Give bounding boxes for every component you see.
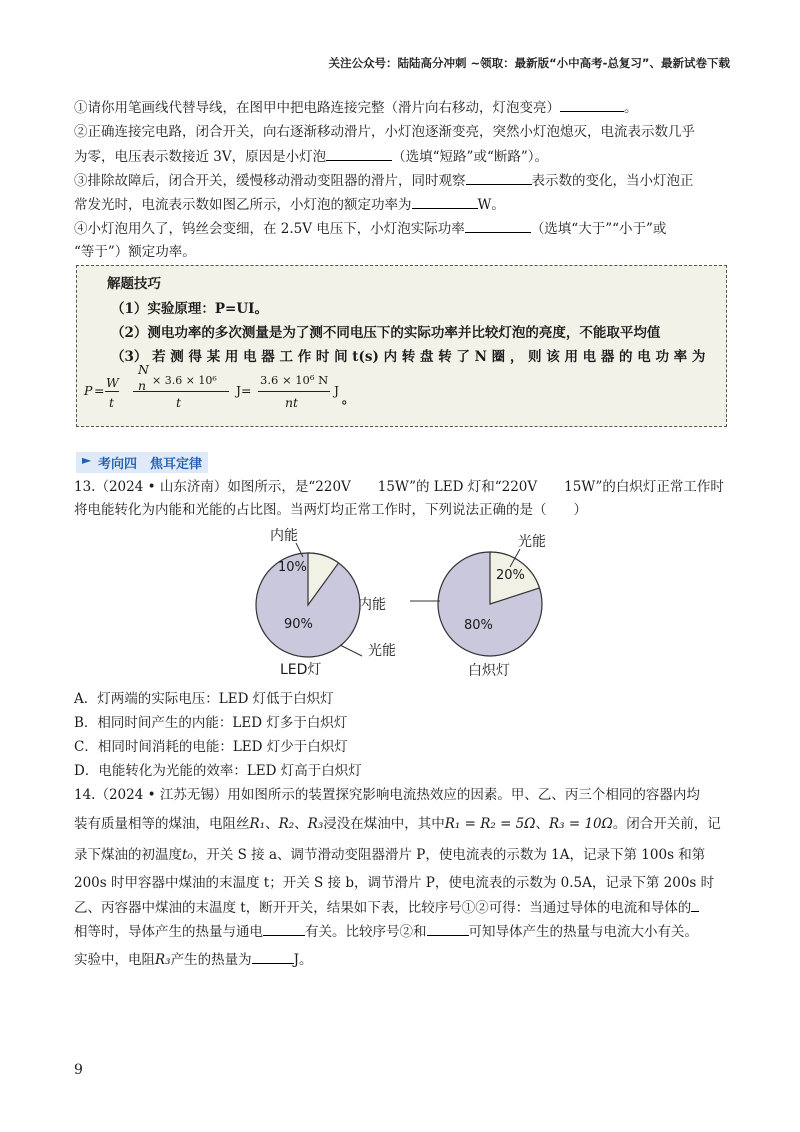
pie-charts — [0, 525, 800, 685]
fraction-bar — [258, 391, 330, 392]
answer-blank[interactable] — [412, 194, 478, 209]
leader-line — [340, 645, 362, 656]
q14-stem-3: 录下煤油的初温度t₀，开关 S 接 a、调节滑动变阻器滑片 P，使电流表的示数为 1A，记录下第 100s 和第 — [74, 847, 706, 863]
answer-blank[interactable] — [252, 949, 294, 964]
formula-j1: J= — [236, 383, 252, 398]
formula-num2: 3.6 × 10⁶ N — [260, 373, 329, 387]
answer-blank[interactable] — [326, 146, 392, 161]
q12-item-1: ①请你用笔画线代替导线，在图甲中把电路连接完整（滑片向右移动，灯泡变亮） 。 — [74, 97, 638, 118]
q14-stem-1: 14.（2024 • 江苏无锡）用如图所示的装置探究影响电流热效应的因素。甲、乙、丙三个相同的容器内均 — [74, 787, 700, 803]
q13-stem-1: 13.（2024 • 山东济南）如图所示，是“220V 15W”的 LED 灯和“220V 15W”的白炽灯正常工作时 — [74, 479, 724, 495]
pie1-title: LED灯 — [280, 662, 322, 678]
option-b[interactable]: B．相同时间产生的内能：LED 灯多于白炽灯 — [74, 715, 348, 731]
q14-stem-5: 乙、丙容器中煤油的末温度 t，断开开关，结果如下表，比较序号①②可得：当通过导体的电流和导体的 — [74, 897, 699, 918]
formula-n-cap: N — [138, 362, 149, 377]
formula-mul: × 3.6 × 10⁶ — [152, 374, 217, 387]
q14-stem-6: 相等时，导体产生的热量与通电 有关。比较序号②和 可知导体产生的热量与电流大小有关。 — [74, 921, 698, 942]
tips-title: 解题技巧 — [107, 276, 161, 292]
tips-box — [76, 265, 727, 427]
fraction-bar — [133, 391, 229, 392]
formula-nt: nt — [285, 395, 299, 410]
formula-eq: = — [94, 383, 105, 398]
formula-p: P — [84, 383, 93, 398]
formula-j2: J — [334, 383, 340, 398]
option-a[interactable]: A．灯两端的实际电压：LED 灯低于白炽灯 — [74, 691, 334, 707]
pie1-large-pct: 90% — [284, 617, 313, 632]
pie2-label-heat: 内能 — [358, 597, 386, 613]
tips-item-2: （2）测电功率的多次测量是为了测不同电压下的实际功率并比较灯泡的亮度，不能取平均值 — [111, 325, 661, 341]
answer-blank[interactable] — [465, 218, 531, 233]
pie2-large-pct: 80% — [464, 618, 493, 633]
option-c[interactable]: C．相同时间消耗的电能：LED 灯少于白炽灯 — [74, 739, 348, 755]
tips-item-3: （3） 若 测 得 某 用 电 器 工 作 时 间 t(s) 内 转 盘 转 了 N 圈 ， 则 该 用 电 器 的 电 功 率 为 — [111, 349, 706, 365]
page-header: 关注公众号：陆陆高分冲刺 ~领取：最新版“小中高考-总复习”、最新试卷下载 — [328, 56, 730, 70]
fraction-bar — [105, 391, 119, 392]
q12-item-2-cont: 为零，电压表示数接近 3V，原因是小灯泡 （选填“短路”或“断路”）。 — [74, 146, 548, 167]
answer-blank[interactable] — [560, 97, 624, 112]
pie1-label-heat: 内能 — [270, 528, 298, 544]
q14-stem-4: 200s 时甲容器中煤油的末温度 t；开关 S 接 b，调节滑片 P，使电流表的示数为 0.5A，记录下第 200s 时 — [74, 875, 715, 891]
page-number: 9 — [74, 1062, 83, 1078]
answer-blank[interactable] — [691, 897, 699, 912]
formula-end: 。 — [342, 391, 355, 406]
pie1-small-pct: 10% — [278, 560, 307, 575]
answer-blank[interactable] — [466, 170, 532, 185]
formula-n: n — [138, 378, 147, 393]
answer-blank[interactable] — [263, 921, 305, 936]
formula-t2: t — [176, 395, 182, 410]
q12-item-4-cont: “等于”）额定功率。 — [74, 244, 196, 260]
pie1-label-light: 光能 — [368, 643, 396, 659]
section-heading: ► 考向四 焦耳定律 — [76, 452, 208, 473]
q12-item-3: ③排除故障后，闭合开关，缓慢移动滑动变阻器的滑片，同时观察 表示数的变化，当小灯泡正 — [74, 170, 694, 191]
q12-item-2: ②正确连接完电路，闭合开关，向右逐渐移动滑片，小灯泡逐渐变亮，突然小灯泡熄灭，电流表示数几乎 — [74, 124, 695, 140]
pie2-small-pct: 20% — [496, 568, 525, 583]
formula-w: W — [106, 375, 119, 390]
q14-stem-7: 实验中，电阻R₃产生的热量为 J。 — [74, 949, 313, 970]
q12-item-4: ④小灯泡用久了，钨丝会变细，在 2.5V 电压下，小灯泡实际功率 （选填“大于”“小于”或 — [74, 218, 666, 239]
arrow-icon: ► — [82, 453, 92, 467]
option-d[interactable]: D．电能转化为光能的效率：LED 灯高于白炽灯 — [74, 763, 362, 779]
pie2-label-light: 光能 — [518, 534, 546, 550]
tips-item-1: （1）实验原理：P=UI。 — [111, 301, 268, 317]
q13-stem-2: 将电能转化为内能和光能的占比图。当两灯均正常工作时，下列说法正确的是（ ） — [74, 502, 587, 518]
answer-blank[interactable] — [427, 921, 469, 936]
q12-item-3-cont: 常发光时，电流表示数如图乙所示，小灯泡的额定功率为 W。 — [74, 194, 505, 215]
q14-stem-2: 装有质量相等的煤油，电阻丝R₁、R₂、R₃浸没在煤油中，其中R₁ = R₂ = 5Ω、R₃ = 10Ω。闭合开关前，记 — [74, 816, 721, 832]
pie2-title: 白炽灯 — [468, 663, 510, 679]
formula-t: t — [109, 395, 115, 410]
